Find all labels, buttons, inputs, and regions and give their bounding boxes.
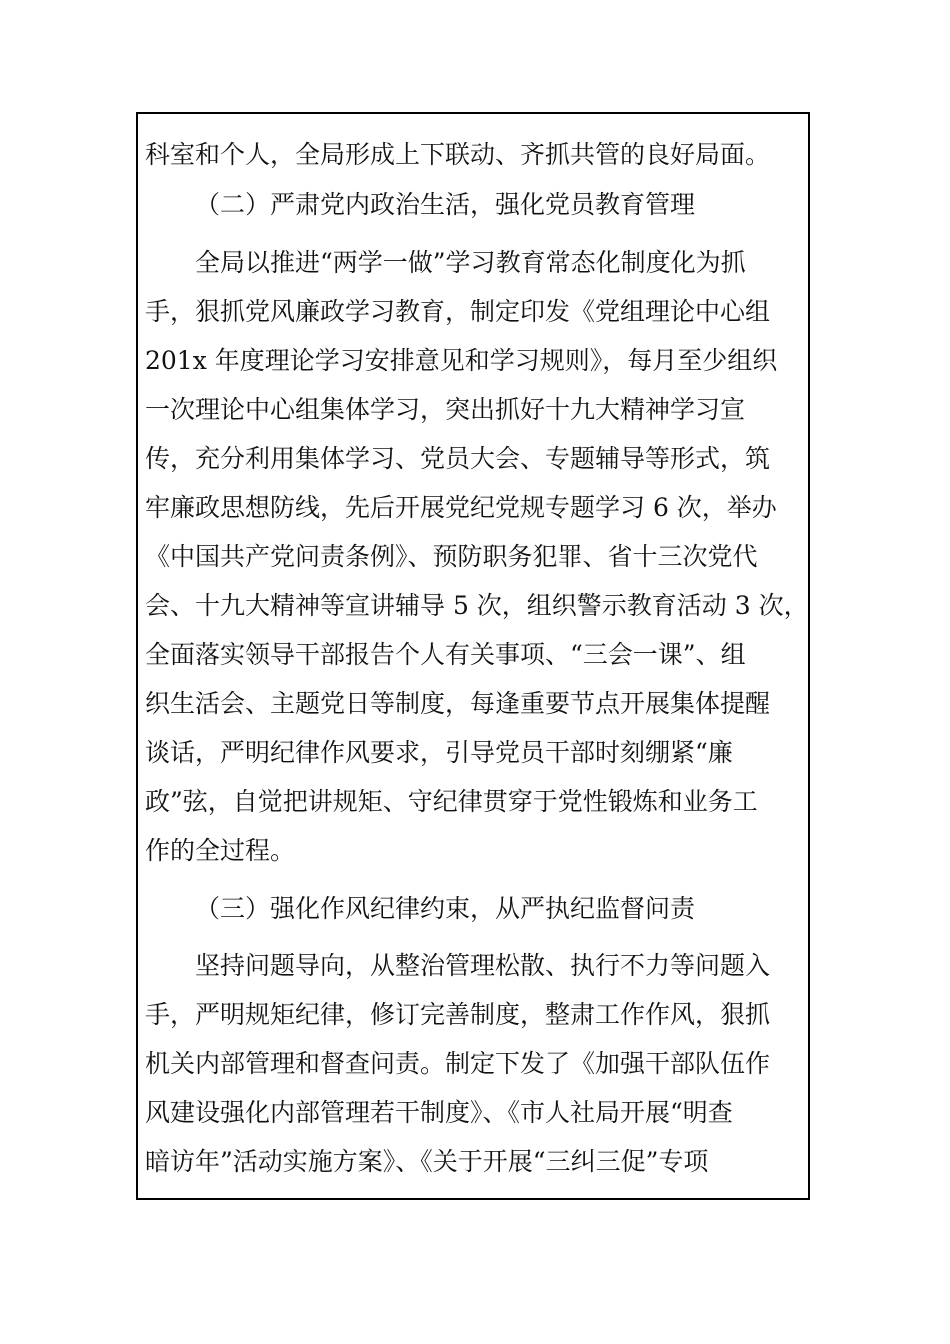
text-line-10: 会、十九大精神等宣讲辅导 5 次，组织警示教育活动 3 次， — [145, 591, 809, 620]
text-line-9: 《中国共产党问责条例》、预防职务犯罪、省十三次党代 — [145, 542, 758, 571]
text-line-21: 暗访年”活动实施方案》、《关于开展“三纠三促”专项 — [145, 1147, 709, 1176]
text-line-6: 一次理论中心组集体学习，突出抓好十九大精神学习宣 — [145, 395, 746, 424]
text-line-19: 机关内部管理和督查问责。制定下发了《加强干部队伍作 — [145, 1049, 771, 1078]
text-line-17: 坚持问题导向，从整治管理松散、执行不力等问题入 — [195, 951, 771, 980]
text-line-7: 传，充分利用集体学习、党员大会、专题辅导等形式，筑 — [145, 444, 771, 473]
text-line-11: 全面落实领导干部报告个人有关事项、“三会一课”、组 — [145, 640, 746, 669]
text-line-4: 手，狠抓党风廉政学习教育，制定印发《党组理论中心组 — [145, 297, 771, 326]
text-line-13: 谈话，严明纪律作风要求，引导党员干部时刻绷紧“廉 — [145, 738, 733, 767]
section-heading-2: （二）严肃党内政治生活，强化党员教育管理 — [195, 190, 696, 219]
text-line-8: 牢廉政思想防线，先后开展党纪党规专题学习 6 次，举办 — [145, 493, 777, 522]
section-heading-3: （三）强化作风纪律约束，从严执纪监督问责 — [195, 894, 696, 923]
text-line-14: 政”弦，自觉把讲规矩、守纪律贯穿于党性锻炼和业务工 — [145, 787, 758, 816]
text-line-15: 作的全过程。 — [145, 836, 296, 865]
text-line-18: 手，严明规矩纪律，修订完善制度，整肃工作作风，狠抓 — [145, 1000, 771, 1029]
text-line-20: 风建设强化内部管理若干制度》、《市人社局开展“明查 — [145, 1098, 733, 1127]
text-line-12: 织生活会、主题党日等制度，每逢重要节点开展集体提醒 — [145, 689, 771, 718]
text-line-3: 全局以推进“两学一做”学习教育常态化制度化为抓 — [195, 248, 746, 277]
text-line-5: 201x 年度理论学习安排意见和学习规则》，每月至少组织 — [145, 346, 778, 375]
text-line-1: 科室和个人，全局形成上下联动、齐抓共管的良好局面。 — [145, 140, 771, 169]
